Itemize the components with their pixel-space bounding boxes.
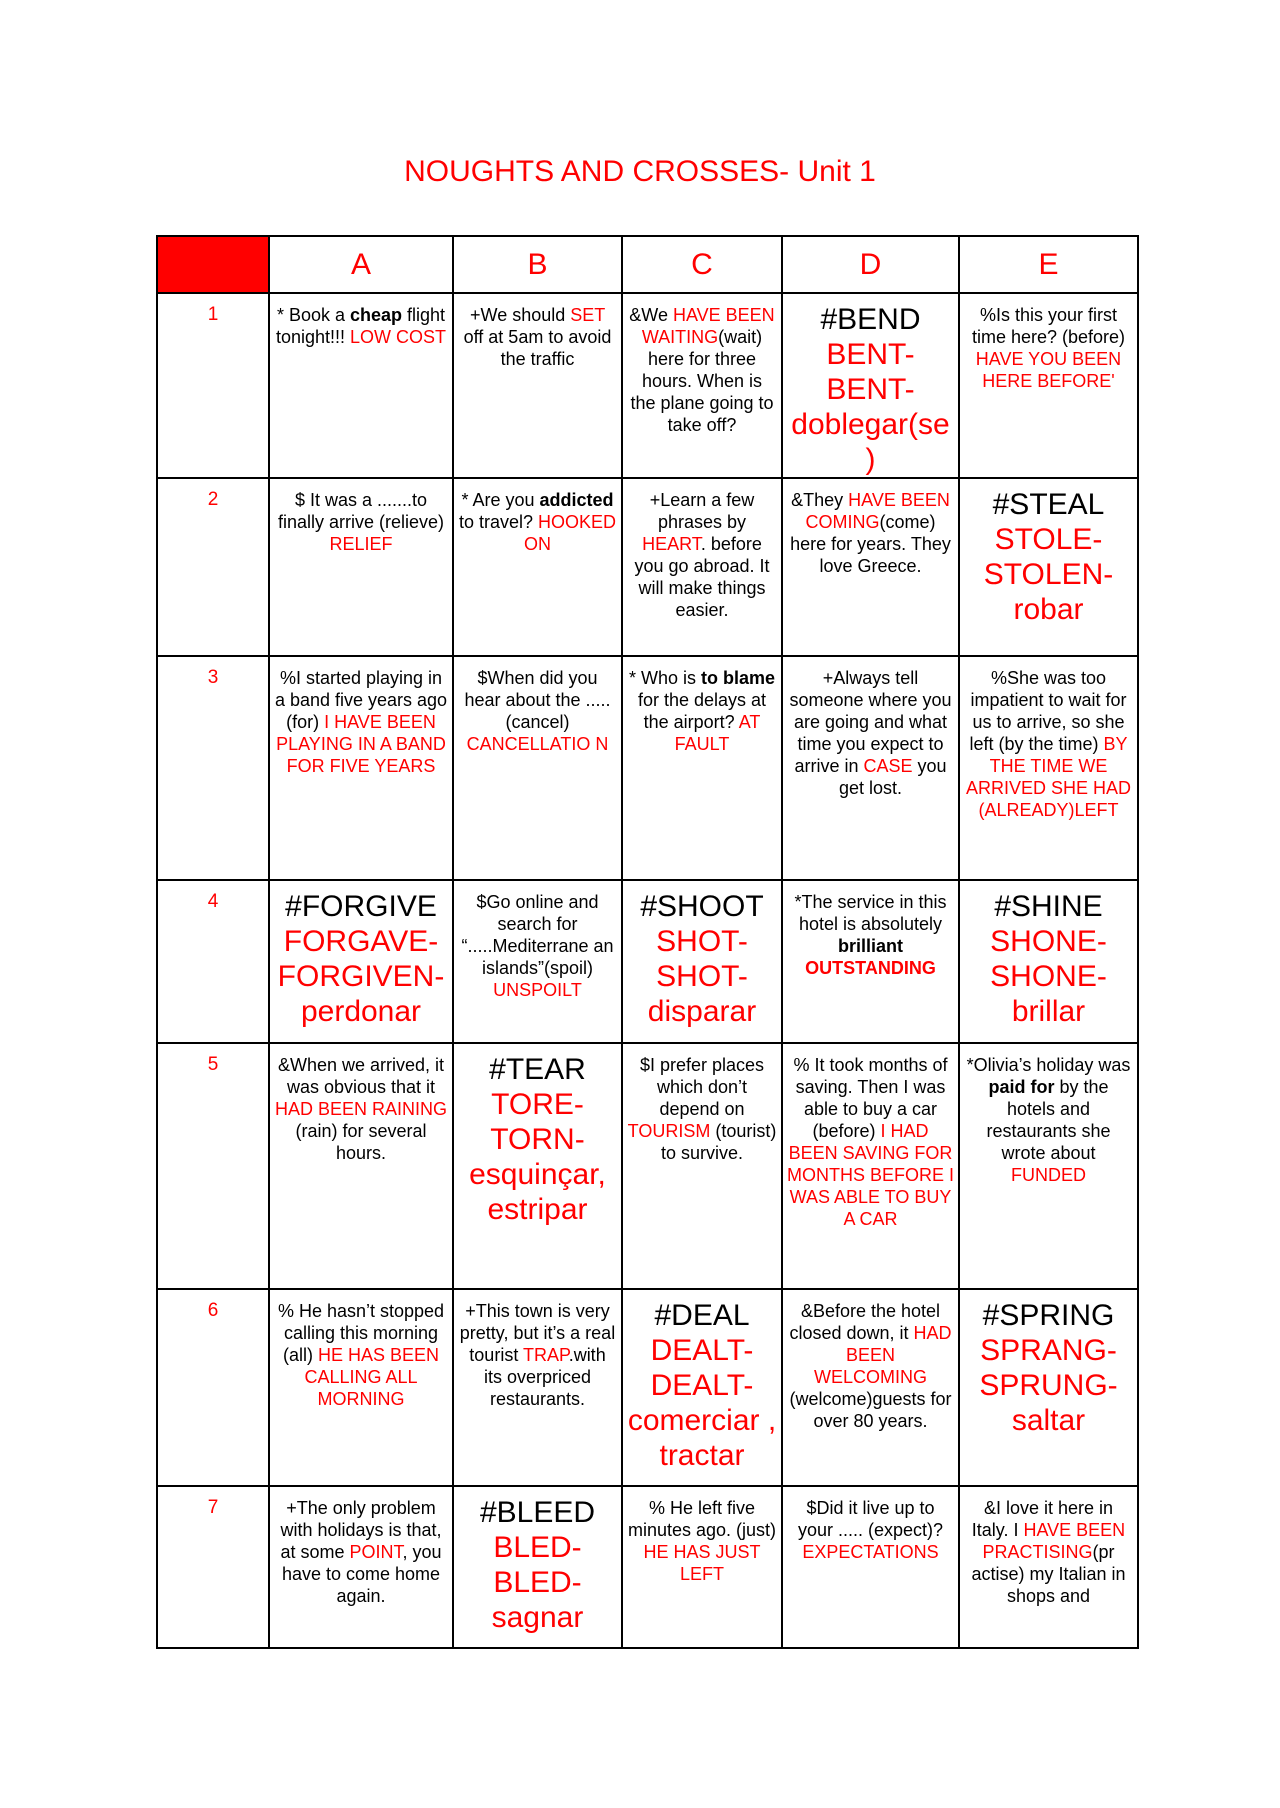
row-number: 3: [157, 656, 269, 880]
prompt-text: addicted: [539, 490, 614, 510]
grid-cell-c2[interactable]: [622, 478, 782, 656]
prompt-text: off at 5am to avoid the traffic: [463, 327, 612, 369]
prompt-text: +We should: [470, 305, 571, 325]
prompt-text: (come) here for years. They love Greece.: [790, 512, 951, 576]
prompt-text: +This town is very pretty, but it’s a real tourist: [459, 1301, 616, 1365]
prompt-text: #SHOOT: [640, 890, 764, 923]
prompt-text: (pr actise) my Italian in shops and: [971, 1542, 1126, 1606]
answer-text: FORGAVE- FORGIVEN- perdonar: [277, 925, 445, 1028]
answer-text: SHONE- SHONE- brillar: [990, 925, 1107, 1028]
grid-cell-e4[interactable]: [959, 880, 1138, 1043]
grid-cell-d5[interactable]: [782, 1043, 959, 1289]
page-title: NOUGHTS AND CROSSES- Unit 1: [404, 155, 876, 188]
answer-text: HAVE BEEN PRACTISING: [982, 1520, 1126, 1562]
column-header-d: D: [782, 236, 959, 293]
answer-text: SET: [570, 305, 605, 325]
prompt-text: cheap: [349, 305, 403, 325]
prompt-text: paid for: [988, 1077, 1055, 1097]
grid-cell-e2[interactable]: [959, 478, 1138, 656]
prompt-text: #BEND: [820, 303, 921, 336]
prompt-text: (welcome)guests for over 80 years.: [789, 1389, 952, 1431]
prompt-text: % It took months of saving. Then I was able to buy a car (before): [793, 1055, 948, 1141]
prompt-text: *The service in this hotel is absolutely: [794, 892, 947, 934]
prompt-text: $ It was a .......to finally arrive (relieve): [277, 490, 445, 532]
grid-cell-a6[interactable]: [269, 1289, 453, 1486]
answer-text: RELIEF: [329, 534, 393, 554]
prompt-text: #SHINE: [994, 890, 1103, 923]
answer-text: SHOT- SHOT- disparar: [647, 925, 757, 1028]
prompt-text: #BLEED: [479, 1496, 596, 1529]
answer-text: STOLE- STOLEN- robar: [983, 523, 1114, 626]
prompt-text: . before you go abroad. It will make things easier.: [634, 534, 770, 620]
grid-cell-a7[interactable]: [269, 1486, 453, 1648]
answer-text: I HAD BEEN SAVING FOR MONTHS BEFORE I WAS ABLE TO BUY A CAR: [787, 1121, 955, 1229]
grid-row: [157, 293, 1138, 478]
prompt-text: $Did it live up to your ..... (expect)?: [797, 1498, 944, 1540]
row-number: 6: [157, 1289, 269, 1486]
grid-cell-c6[interactable]: [622, 1289, 782, 1486]
grid-cell-c5[interactable]: [622, 1043, 782, 1289]
grid-cell-c3[interactable]: [622, 656, 782, 880]
prompt-text: %Is this your first time here? (before): [971, 305, 1126, 347]
grid-cell-e5[interactable]: [959, 1043, 1138, 1289]
row-number: 7: [157, 1486, 269, 1648]
prompt-text: % He hasn’t stopped calling this morning (all): [277, 1301, 445, 1365]
grid-row: [157, 1289, 1138, 1486]
column-header-a: A: [269, 236, 453, 293]
grid-cell-d7[interactable]: [782, 1486, 959, 1648]
column-header-c: C: [622, 236, 782, 293]
prompt-text: .with its overpriced restaurants.: [483, 1345, 606, 1409]
answer-text: BENT- BENT- doblegar(se ): [791, 338, 950, 476]
corner-cell: [157, 236, 269, 293]
answer-text: TOURISM: [627, 1121, 711, 1141]
answer-text: SPRANG- SPRUNG- saltar: [979, 1334, 1118, 1437]
prompt-text: * Are you: [461, 490, 540, 510]
grid-cell-b6[interactable]: [453, 1289, 622, 1486]
prompt-text: for the delays at the airport?: [637, 690, 767, 732]
prompt-text: $When did you hear about the .....(cancel): [464, 668, 611, 732]
answer-text: TRAP: [523, 1345, 569, 1365]
grid-cell-b3[interactable]: [453, 656, 622, 880]
answer-text: HAD BEEN WELCOMING: [813, 1323, 952, 1387]
grid-cell-c1[interactable]: [622, 293, 782, 478]
prompt-text: #SPRING: [982, 1299, 1115, 1332]
prompt-text: #TEAR: [489, 1053, 586, 1086]
prompt-text: #STEAL: [992, 488, 1105, 521]
prompt-text: &Before the hotel closed down, it: [789, 1301, 941, 1343]
grid-cell-e1[interactable]: [959, 293, 1138, 478]
prompt-text: &When we arrived, it was obvious that it: [277, 1055, 445, 1097]
grid-cell-d6[interactable]: [782, 1289, 959, 1486]
grid-row: [157, 656, 1138, 880]
prompt-text: &We: [629, 305, 673, 325]
grid-cell-a3[interactable]: [269, 656, 453, 880]
answer-text: LOW COST: [350, 327, 447, 347]
answer-text: EXPECTATIONS: [802, 1542, 939, 1562]
prompt-text: (tourist) to survive.: [660, 1121, 777, 1163]
answer-text: HE HAS BEEN CALLING ALL MORNING: [304, 1345, 440, 1409]
answer-text: OUTSTANDING: [805, 958, 936, 978]
grid-cell-b7[interactable]: [453, 1486, 622, 1648]
answer-text: BY THE TIME WE ARRIVED SHE HAD (ALREADY)LEFT: [965, 734, 1132, 820]
grid-cell-e3[interactable]: [959, 656, 1138, 880]
prompt-text: (wait) here for three hours. When is the plane going to take off?: [630, 327, 774, 435]
prompt-text: % He left five minutes ago. (just): [627, 1498, 777, 1540]
answer-text: CASE: [863, 756, 913, 776]
prompt-text: &I love it here in Italy. I: [971, 1498, 1114, 1540]
grid-cell-a1[interactable]: [269, 293, 453, 478]
answer-text: CANCELLATIO N: [466, 734, 609, 754]
prompt-text: (rain) for several hours.: [295, 1121, 427, 1163]
prompt-text: to travel?: [458, 512, 539, 532]
grid-row: [157, 880, 1138, 1043]
header-row: [157, 236, 1138, 293]
grid-cell-a4[interactable]: [269, 880, 453, 1043]
answer-text: UNSPOILT: [493, 980, 582, 1000]
grid-cell-d3[interactable]: [782, 656, 959, 880]
prompt-text: $I prefer places which don’t depend on: [639, 1055, 765, 1119]
prompt-text: %I started playing in a band five years ago (for): [274, 668, 448, 732]
grid-cell-b4[interactable]: [453, 880, 622, 1043]
answer-text: HEART: [642, 534, 701, 554]
answer-text: DEALT- DEALT- comerciar , tractar: [627, 1334, 777, 1472]
grid-cell-e6[interactable]: [959, 1289, 1138, 1486]
answer-text: HE HAS JUST LEFT: [643, 1542, 761, 1584]
row-number: 5: [157, 1043, 269, 1289]
grid-row: [157, 478, 1138, 656]
prompt-text: , you have to come home again.: [281, 1542, 442, 1606]
prompt-text: #DEAL: [654, 1299, 750, 1332]
prompt-text: by the hotels and restaurants she wrote about: [986, 1077, 1111, 1163]
prompt-text: #FORGIVE: [285, 890, 437, 923]
prompt-text: *Olivia’s holiday was: [966, 1055, 1131, 1075]
grid-cell-a2[interactable]: [269, 478, 453, 656]
prompt-text: to blame: [701, 668, 776, 688]
prompt-text: flight tonight!!!: [275, 305, 446, 347]
grid-row: [157, 1043, 1138, 1289]
grid-cell-c4[interactable]: [622, 880, 782, 1043]
row-number: 2: [157, 478, 269, 656]
row-number: 4: [157, 880, 269, 1043]
answer-text: HOOKED ON: [524, 512, 617, 554]
prompt-text: +Always tell someone where you are going and what time you expect to arrive in: [789, 668, 952, 776]
answer-text: HAVE YOU BEEN HERE BEFORE': [975, 349, 1122, 391]
prompt-text: $Go online and search for “.....Mediterrane an islands”(spoil): [461, 892, 614, 978]
prompt-text: &They: [791, 490, 849, 510]
answer-text: I HAVE BEEN PLAYING IN A BAND FOR FIVE YEARS: [276, 712, 446, 776]
answer-text: BLED- BLED- sagnar: [491, 1531, 584, 1634]
grid-cell-a5[interactable]: [269, 1043, 453, 1289]
answer-text: HAD BEEN RAINING: [274, 1099, 448, 1119]
grid-cell-d1[interactable]: [782, 293, 959, 478]
grid-cell-b5[interactable]: [453, 1043, 622, 1289]
column-header-b: B: [453, 236, 622, 293]
grid-cell-c7[interactable]: [622, 1486, 782, 1648]
prompt-text: * Who is: [628, 668, 701, 688]
grid-cell-b2[interactable]: [453, 478, 622, 656]
grid-row: [157, 1486, 1138, 1648]
answer-text: FUNDED: [1011, 1165, 1086, 1185]
prompt-text: +The only problem with holidays is that, at some: [280, 1498, 442, 1562]
noughts-and-crosses-grid: [156, 235, 1139, 1649]
prompt-text: brilliant: [837, 936, 903, 956]
answer-text: HAVE BEEN WAITING: [641, 305, 775, 347]
grid-cell-e7[interactable]: [959, 1486, 1138, 1648]
prompt-text: %She was too impatient to wait for us to arrive, so she left (by the time): [969, 668, 1127, 754]
answer-text: POINT: [349, 1542, 403, 1562]
prompt-text: you get lost.: [838, 756, 947, 798]
prompt-text: +Learn a few phrases by: [649, 490, 755, 532]
grid-cell-d2[interactable]: [782, 478, 959, 656]
prompt-text: * Book a: [276, 305, 350, 325]
column-header-e: E: [959, 236, 1138, 293]
grid-cell-d4[interactable]: [782, 880, 959, 1043]
answer-text: AT FAULT: [674, 712, 761, 754]
row-number: 1: [157, 293, 269, 478]
grid-cell-b1[interactable]: [453, 293, 622, 478]
answer-text: HAVE BEEN COMING: [805, 490, 950, 532]
answer-text: TORE- TORN- esquinçar, estripar: [469, 1088, 606, 1226]
